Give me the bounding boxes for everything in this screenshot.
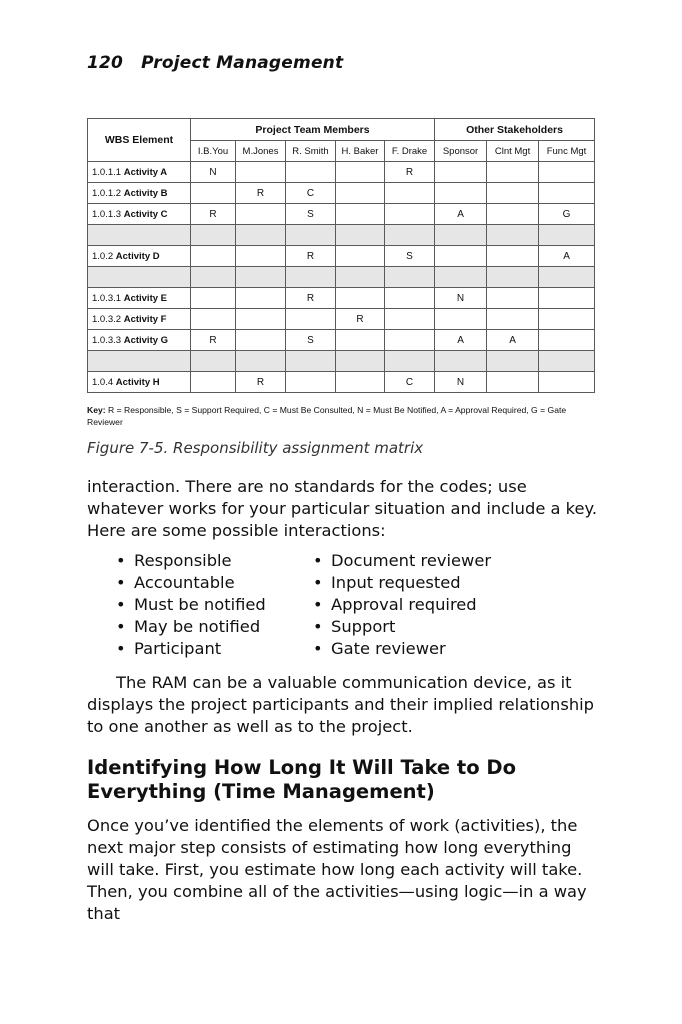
assignment-cell — [336, 246, 385, 267]
assignment-cell — [191, 246, 236, 267]
assignment-cell: R — [286, 288, 336, 309]
matrix-body — [88, 162, 595, 393]
assignment-cell: A — [539, 246, 595, 267]
activity-name: Activity H — [115, 376, 160, 388]
assignment-cell: R — [286, 246, 336, 267]
assignment-cell — [286, 372, 336, 393]
assignment-cell: N — [191, 162, 236, 183]
activity-name: Activity E — [123, 292, 167, 304]
assignment-cell: S — [385, 246, 435, 267]
wbs-code: 1.0.1.1 — [92, 166, 122, 178]
assignment-cell — [286, 267, 336, 288]
assignment-cell — [487, 162, 539, 183]
table-row — [88, 162, 595, 183]
assignment-cell — [336, 267, 385, 288]
assignment-cell — [539, 162, 595, 183]
table-row — [88, 204, 595, 225]
wbs-cell — [88, 204, 191, 225]
activity-name: Activity F — [123, 313, 167, 325]
key-text: R = Responsible, S = Support Required, C = Must Be Consulted, N = Must Be Notified, A = Approval Required, G = Gate Reviewer — [87, 405, 567, 427]
wbs-cell — [88, 225, 191, 246]
assignment-cell — [236, 288, 286, 309]
assignment-cell — [539, 267, 595, 288]
wbs-code: 1.0.3.3 — [92, 334, 122, 346]
assignment-cell — [336, 183, 385, 204]
assignment-cell — [236, 330, 286, 351]
assignment-cell: C — [286, 183, 336, 204]
figure-caption: Figure 7-5. Responsibility assignment matrix — [87, 439, 424, 457]
book-title: Project Management — [141, 53, 344, 73]
assignment-cell — [487, 288, 539, 309]
table-row — [88, 351, 595, 372]
bullet-item: • Participant — [116, 638, 266, 660]
activity-name: Activity A — [123, 166, 168, 178]
assignment-cell — [539, 372, 595, 393]
activity-name: Activity B — [123, 187, 168, 199]
person-header: R. Smith — [286, 141, 336, 162]
assignment-cell: R — [191, 330, 236, 351]
table-row — [88, 183, 595, 204]
bullet-item: • Gate reviewer — [313, 638, 491, 660]
assignment-cell — [286, 225, 336, 246]
assignment-cell: S — [286, 330, 336, 351]
assignment-cell — [435, 267, 487, 288]
wbs-element-header: WBS Element — [88, 119, 191, 162]
assignment-cell — [191, 309, 236, 330]
assignment-cell — [336, 204, 385, 225]
key-label: Key: — [87, 405, 106, 415]
running-header — [87, 53, 343, 73]
paragraph-time-management: Once you’ve identified the elements of work (activities), the next major step consists of estimating how long everything will take. First, you estimate how long each activity will take. Then, you combine all of the activities—using logic—in a way that — [87, 816, 587, 923]
assignment-cell — [435, 225, 487, 246]
assignment-cell — [236, 204, 286, 225]
paragraph-interaction: interaction. There are no standards for the codes; use whatever works for your particular situation and include a key. Here are some possible interactions: — [87, 477, 598, 540]
page-number: 120 — [87, 53, 124, 73]
assignment-cell — [191, 183, 236, 204]
table-row — [88, 330, 595, 351]
bullet-item: • Responsible — [116, 550, 266, 572]
wbs-cell — [88, 288, 191, 309]
assignment-cell — [336, 288, 385, 309]
assignment-cell — [385, 351, 435, 372]
section-heading: Identifying How Long It Will Take to Do Everything (Time Management) — [87, 756, 517, 803]
person-header: Func Mgt — [539, 141, 595, 162]
wbs-cell — [88, 330, 191, 351]
assignment-cell — [286, 162, 336, 183]
other-stakeholders-header: Other Stakeholders — [435, 119, 595, 141]
wbs-cell — [88, 162, 191, 183]
assignment-cell: A — [435, 330, 487, 351]
table-row — [88, 288, 595, 309]
matrix-key — [87, 404, 587, 428]
table-row — [88, 246, 595, 267]
table-row — [88, 225, 595, 246]
assignment-cell: N — [435, 288, 487, 309]
assignment-cell — [236, 246, 286, 267]
wbs-code: 1.0.1.3 — [92, 208, 122, 220]
assignment-cell — [435, 246, 487, 267]
wbs-code: 1.0.3.2 — [92, 313, 122, 325]
project-team-header: Project Team Members — [191, 119, 435, 141]
assignment-cell: A — [487, 330, 539, 351]
assignment-cell — [539, 288, 595, 309]
assignment-cell — [385, 267, 435, 288]
wbs-cell — [88, 267, 191, 288]
assignment-cell — [236, 225, 286, 246]
assignment-cell — [336, 372, 385, 393]
assignment-cell — [385, 183, 435, 204]
table-row — [88, 267, 595, 288]
bullet-item: • Input requested — [313, 572, 491, 594]
wbs-code: 1.0.2 — [92, 250, 116, 262]
assignment-cell — [236, 309, 286, 330]
person-header: I.B.You — [191, 141, 236, 162]
assignment-cell: A — [435, 204, 487, 225]
person-header: Sponsor — [435, 141, 487, 162]
assignment-cell — [385, 288, 435, 309]
bullet-item: • Accountable — [116, 572, 266, 594]
assignment-cell — [487, 246, 539, 267]
person-header: F. Drake — [385, 141, 435, 162]
assignment-cell: G — [539, 204, 595, 225]
assignment-cell — [487, 351, 539, 372]
person-header: Clnt Mgt — [487, 141, 539, 162]
assignment-cell — [236, 351, 286, 372]
assignment-cell — [385, 204, 435, 225]
assignment-cell: R — [236, 183, 286, 204]
assignment-cell — [385, 330, 435, 351]
activity-name: Activity G — [123, 334, 169, 346]
table-row — [88, 372, 595, 393]
bullet-item: • Approval required — [313, 594, 491, 616]
assignment-cell — [191, 351, 236, 372]
activity-name: Activity C — [123, 208, 168, 220]
assignment-cell — [336, 225, 385, 246]
assignment-cell — [336, 330, 385, 351]
assignment-cell — [191, 372, 236, 393]
activity-name: Activity D — [115, 250, 160, 262]
wbs-cell — [88, 309, 191, 330]
table-row — [88, 309, 595, 330]
wbs-code: 1.0.4 — [92, 376, 116, 388]
wbs-cell — [88, 183, 191, 204]
assignment-cell — [539, 225, 595, 246]
bullet-list-right — [313, 550, 491, 660]
wbs-cell — [88, 372, 191, 393]
assignment-cell — [385, 309, 435, 330]
assignment-cell: R — [385, 162, 435, 183]
assignment-cell: R — [191, 204, 236, 225]
paragraph-ram: The RAM can be a valuable communication device, as it displays the project participants and their implied relationship to one another as well as to the project. — [87, 673, 595, 736]
assignment-cell — [191, 225, 236, 246]
wbs-cell — [88, 351, 191, 372]
assignment-cell — [539, 183, 595, 204]
bullet-item: • May be notified — [116, 616, 266, 638]
bullet-item: • Support — [313, 616, 491, 638]
responsibility-matrix-table — [87, 118, 595, 393]
assignment-cell — [487, 183, 539, 204]
assignment-cell — [236, 267, 286, 288]
assignment-cell — [487, 225, 539, 246]
assignment-cell — [336, 351, 385, 372]
assignment-cell: R — [236, 372, 286, 393]
bullet-item: • Document reviewer — [313, 550, 491, 572]
assignment-cell — [539, 351, 595, 372]
assignment-cell — [336, 162, 385, 183]
assignment-cell — [191, 288, 236, 309]
assignment-cell: S — [286, 204, 336, 225]
assignment-cell — [435, 183, 487, 204]
assignment-cell — [539, 330, 595, 351]
person-header: H. Baker — [336, 141, 385, 162]
assignment-cell — [286, 351, 336, 372]
assignment-cell — [191, 267, 236, 288]
assignment-cell — [487, 372, 539, 393]
assignment-cell — [435, 162, 487, 183]
wbs-code: 1.0.1.2 — [92, 187, 122, 199]
bullet-list-left — [116, 550, 266, 660]
assignment-cell — [236, 162, 286, 183]
person-header: M.Jones — [236, 141, 286, 162]
assignment-cell: R — [336, 309, 385, 330]
wbs-code: 1.0.3.1 — [92, 292, 122, 304]
assignment-cell — [487, 267, 539, 288]
assignment-cell — [385, 225, 435, 246]
assignment-cell — [487, 309, 539, 330]
assignment-cell — [487, 204, 539, 225]
assignment-cell — [539, 309, 595, 330]
assignment-cell — [286, 309, 336, 330]
assignment-cell: C — [385, 372, 435, 393]
assignment-cell — [435, 351, 487, 372]
assignment-cell: N — [435, 372, 487, 393]
assignment-cell — [435, 309, 487, 330]
wbs-cell — [88, 246, 191, 267]
bullet-item: • Must be notified — [116, 594, 266, 616]
